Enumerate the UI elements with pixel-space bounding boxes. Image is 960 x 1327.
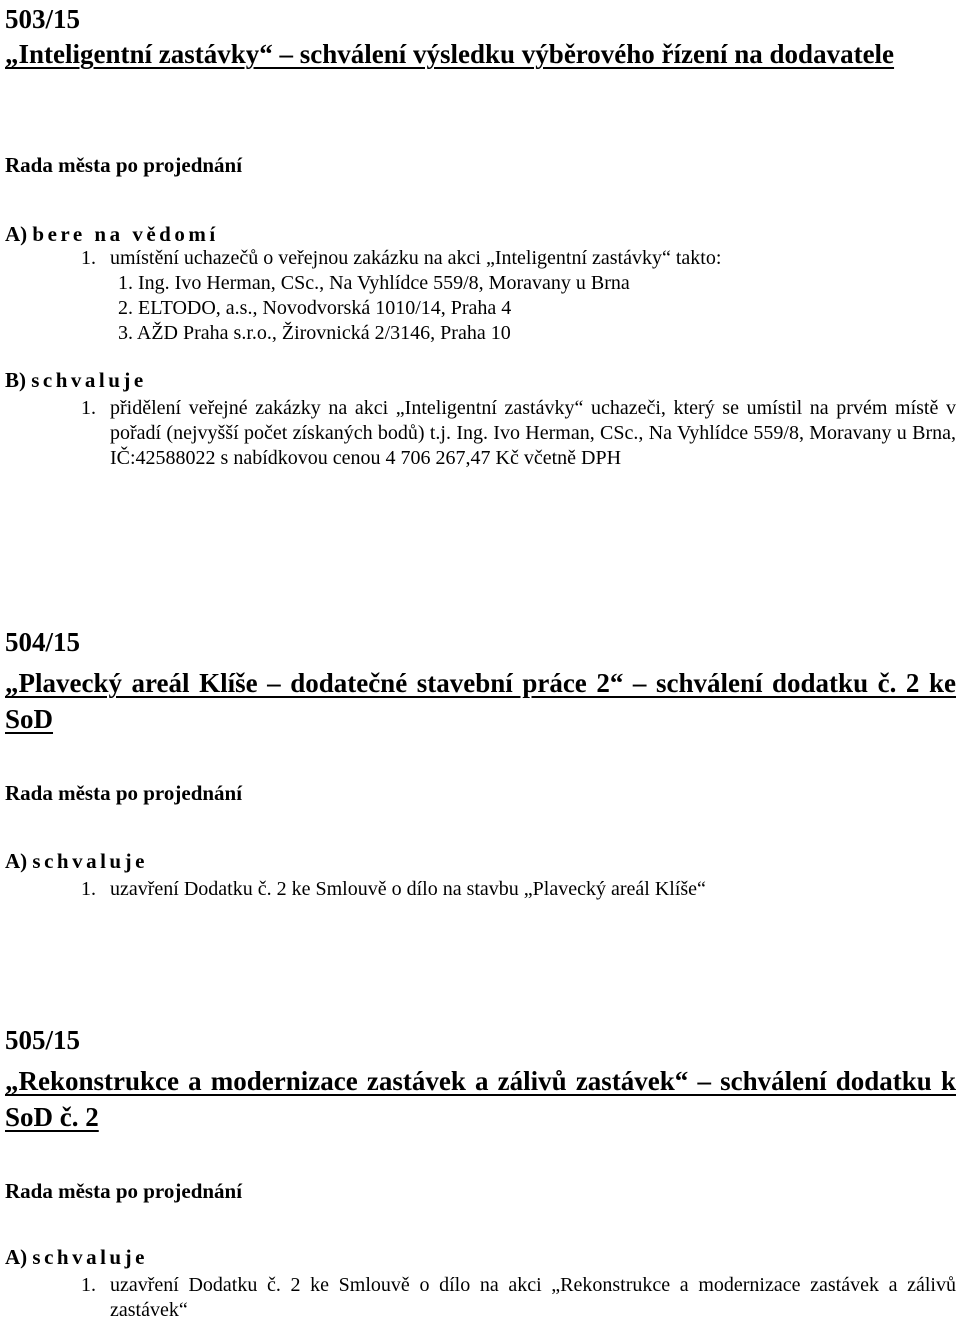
section-verb: schvaluje <box>32 849 148 873</box>
council-text: Rada města po projednání <box>5 153 243 177</box>
section-verb: schvaluje <box>32 1245 148 1269</box>
council-statement <box>5 153 956 177</box>
section-label: A) <box>5 222 28 246</box>
item-text: uzavření Dodatku č. 2 ke Smlouvě o dílo na akci „Rekonstrukce a modernizace zastávek a zálivů zastávek“ <box>110 1274 956 1321</box>
item-number: 1. <box>81 397 96 419</box>
section-a <box>5 222 956 346</box>
resolution-title: „Rekonstrukce a modernizace zastávek a zálivů zastávek“ – schválení dodatku k SoD č. 2 <box>5 1066 956 1132</box>
section-heading <box>5 849 956 873</box>
item-text: umístění uchazečů o veřejnou zakázku na akci „Inteligentní zastávky“ takto: <box>110 247 722 269</box>
council-text: Rada města po projednání <box>5 781 243 805</box>
item-text: přidělení veřejné zakázky na akci „Inteligentní zastávky“ uchazeči, který se umístil na prvém místě v pořadí (nejvyšší počet získaných bodů) t.j. Ing. Ivo Herman, CSc., Na Vyhlídce 559/8, Moravany u Brna, IČ:42588022 s nabídkovou cenou 4 706 267,47 Kč včetně DPH <box>110 397 956 469</box>
resolution-number: 503/15 <box>5 4 81 34</box>
item-text: uzavření Dodatku č. 2 ke Smlouvě o dílo na stavbu „Plavecký areál Klíše“ <box>110 878 706 900</box>
list-item <box>81 246 956 271</box>
ranking-entry: 2. ELTODO, a.s., Novodvorská 1010/14, Praha 4 <box>118 297 512 319</box>
resolution-title: „Plavecký areál Klíše – dodatečné stavební práce 2“ – schválení dodatku č. 2 ke SoD <box>5 668 956 734</box>
resolution-number: 504/15 <box>5 627 81 657</box>
resolution-505 <box>5 1025 956 1135</box>
section-b <box>5 368 956 471</box>
item-number: 1. <box>81 247 96 269</box>
list-item <box>81 396 956 471</box>
resolution-number: 505/15 <box>5 1025 81 1055</box>
section-verb: bere na vědomí <box>32 222 219 246</box>
section-label: B) <box>5 368 26 392</box>
item-number: 1. <box>81 878 96 900</box>
section-label: A) <box>5 849 28 873</box>
list-item <box>81 877 956 902</box>
ranking-entry: 3. AŽD Praha s.r.o., Žirovnická 2/3146, Praha 10 <box>118 322 511 344</box>
resolution-title: „Inteligentní zastávky“ – schválení výsledku výběrového řízení na dodavatele <box>5 39 895 69</box>
section-verb: schvaluje <box>31 368 147 392</box>
item-number: 1. <box>81 1274 96 1296</box>
ranking-entry: 1. Ing. Ivo Herman, CSc., Na Vyhlídce 559/8, Moravany u Brna <box>118 272 630 294</box>
resolution-503 <box>5 4 956 72</box>
section-a <box>5 1245 956 1323</box>
section-a <box>5 849 956 902</box>
council-statement <box>5 781 956 805</box>
council-statement <box>5 1179 956 1203</box>
resolution-504 <box>5 627 956 737</box>
council-text: Rada města po projednání <box>5 1179 243 1203</box>
list-item <box>81 1273 956 1323</box>
section-heading <box>5 222 956 246</box>
section-heading <box>5 368 956 392</box>
section-label: A) <box>5 1245 28 1269</box>
section-heading <box>5 1245 956 1269</box>
